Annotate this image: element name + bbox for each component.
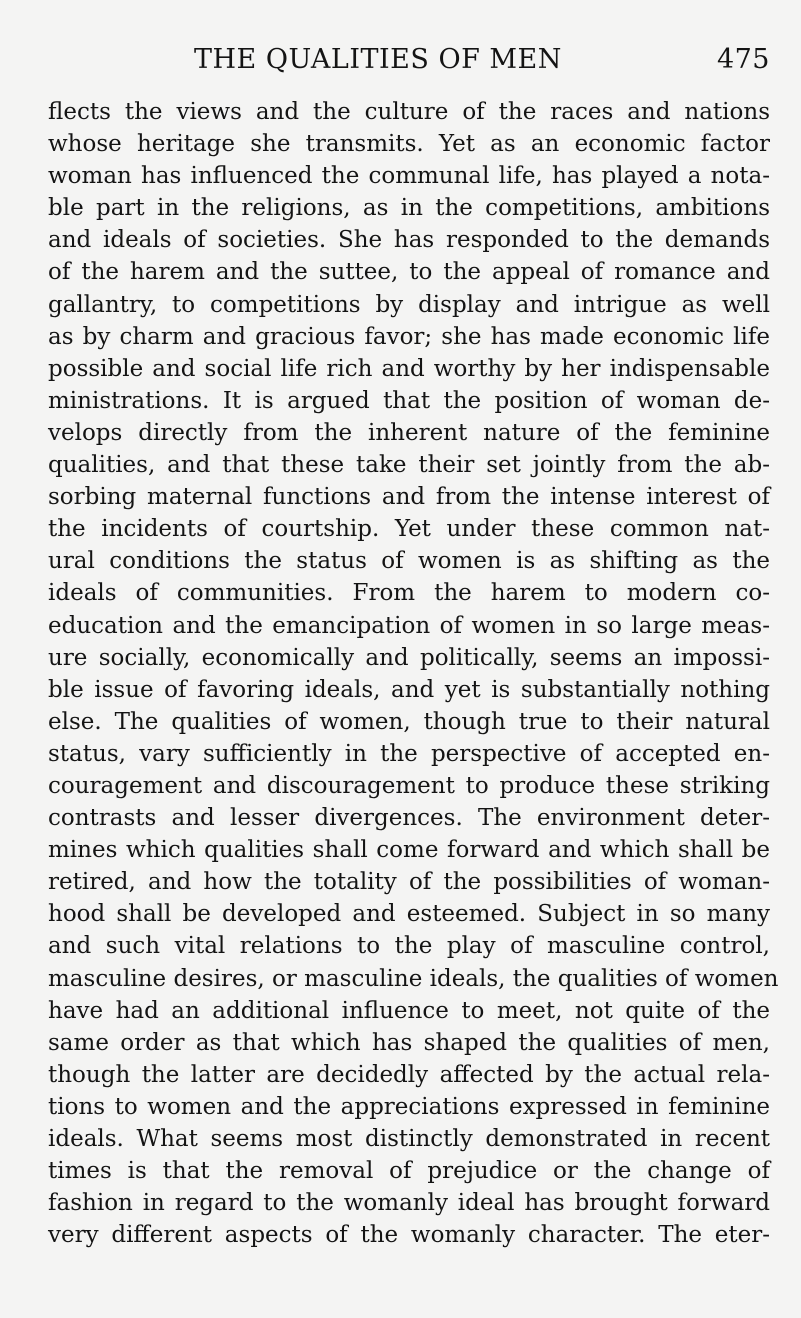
text-line: ble issue of favoring ideals, and yet is substantially nothing	[48, 676, 770, 703]
text-line: couragement and discouragement to produce these striking	[48, 772, 770, 799]
text-line: fashion in regard to the womanly ideal has brought forward	[48, 1190, 770, 1217]
text-line: ideals of communities. From the harem to modern co-	[48, 580, 770, 607]
text-line: woman has influenced the communal life, has played a nota-	[48, 163, 770, 190]
text-line: sorbing maternal functions and from the intense interest of	[48, 484, 770, 511]
text-line: qualities, and that these take their set jointly from the ab-	[48, 452, 770, 479]
running-head	[48, 44, 770, 84]
text-line: retired, and how the totality of the possibilities of woman-	[48, 869, 770, 896]
text-line: else. The qualities of women, though true to their natural	[48, 708, 770, 735]
body-text	[48, 96, 779, 1251]
text-line: whose heritage she transmits. Yet as an economic factor	[48, 131, 770, 158]
text-line: status, vary sufficiently in the perspective of accepted en-	[48, 740, 770, 767]
text-line: ure socially, economically and politically, seems an impossi-	[48, 644, 770, 671]
text-line: contrasts and lesser divergences. The environment deter-	[48, 805, 770, 832]
text-line: ideals. What seems most distinctly demonstrated in recent	[48, 1126, 770, 1152]
running-title: THE QUALITIES OF MEN	[194, 44, 562, 75]
text-line: and such vital relations to the play of masculine control,	[48, 933, 770, 960]
text-line: gallantry, to competitions by display and intrigue as well	[48, 291, 770, 318]
text-line: hood shall be developed and esteemed. Subject in so many	[48, 901, 770, 928]
text-line: very different aspects of the womanly character. The eter-	[48, 1222, 770, 1249]
text-line: of the harem and the suttee, to the appeal of romance and	[48, 259, 770, 286]
text-line: tions to women and the appreciations expressed in feminine	[48, 1093, 770, 1120]
text-line: as by charm and gracious favor; she has made economic life	[48, 323, 770, 350]
text-line: ministrations. It is argued that the position of woman de-	[48, 387, 770, 414]
text-line: same order as that which has shaped the qualities of men,	[48, 1029, 770, 1056]
text-line: though the latter are decidedly affected by the actual rela-	[48, 1061, 770, 1088]
text-line: the incidents of courtship. Yet under these common nat-	[48, 516, 770, 543]
text-line: possible and social life rich and worthy by her indispensable	[48, 355, 770, 382]
text-line: flects the views and the culture of the races and nations	[48, 99, 770, 125]
text-line: ble part in the religions, as in the competitions, ambitions	[48, 195, 770, 222]
text-line: and ideals of societies. She has responded to the demands	[48, 227, 770, 254]
text-line: education and the emancipation of women in so large meas-	[48, 612, 770, 639]
text-line: masculine desires, or masculine ideals, the qualities of women	[48, 965, 779, 992]
text-line: ural conditions the status of women is as shifting as the	[48, 548, 770, 575]
text-line: velops directly from the inherent nature of the feminine	[48, 419, 770, 446]
page-number: 475	[716, 44, 770, 75]
text-line: mines which qualities shall come forward and which shall be	[48, 837, 770, 864]
text-line: times is that the removal of prejudice or the change of	[48, 1158, 770, 1185]
text-line: have had an additional influence to meet, not quite of the	[48, 997, 770, 1024]
